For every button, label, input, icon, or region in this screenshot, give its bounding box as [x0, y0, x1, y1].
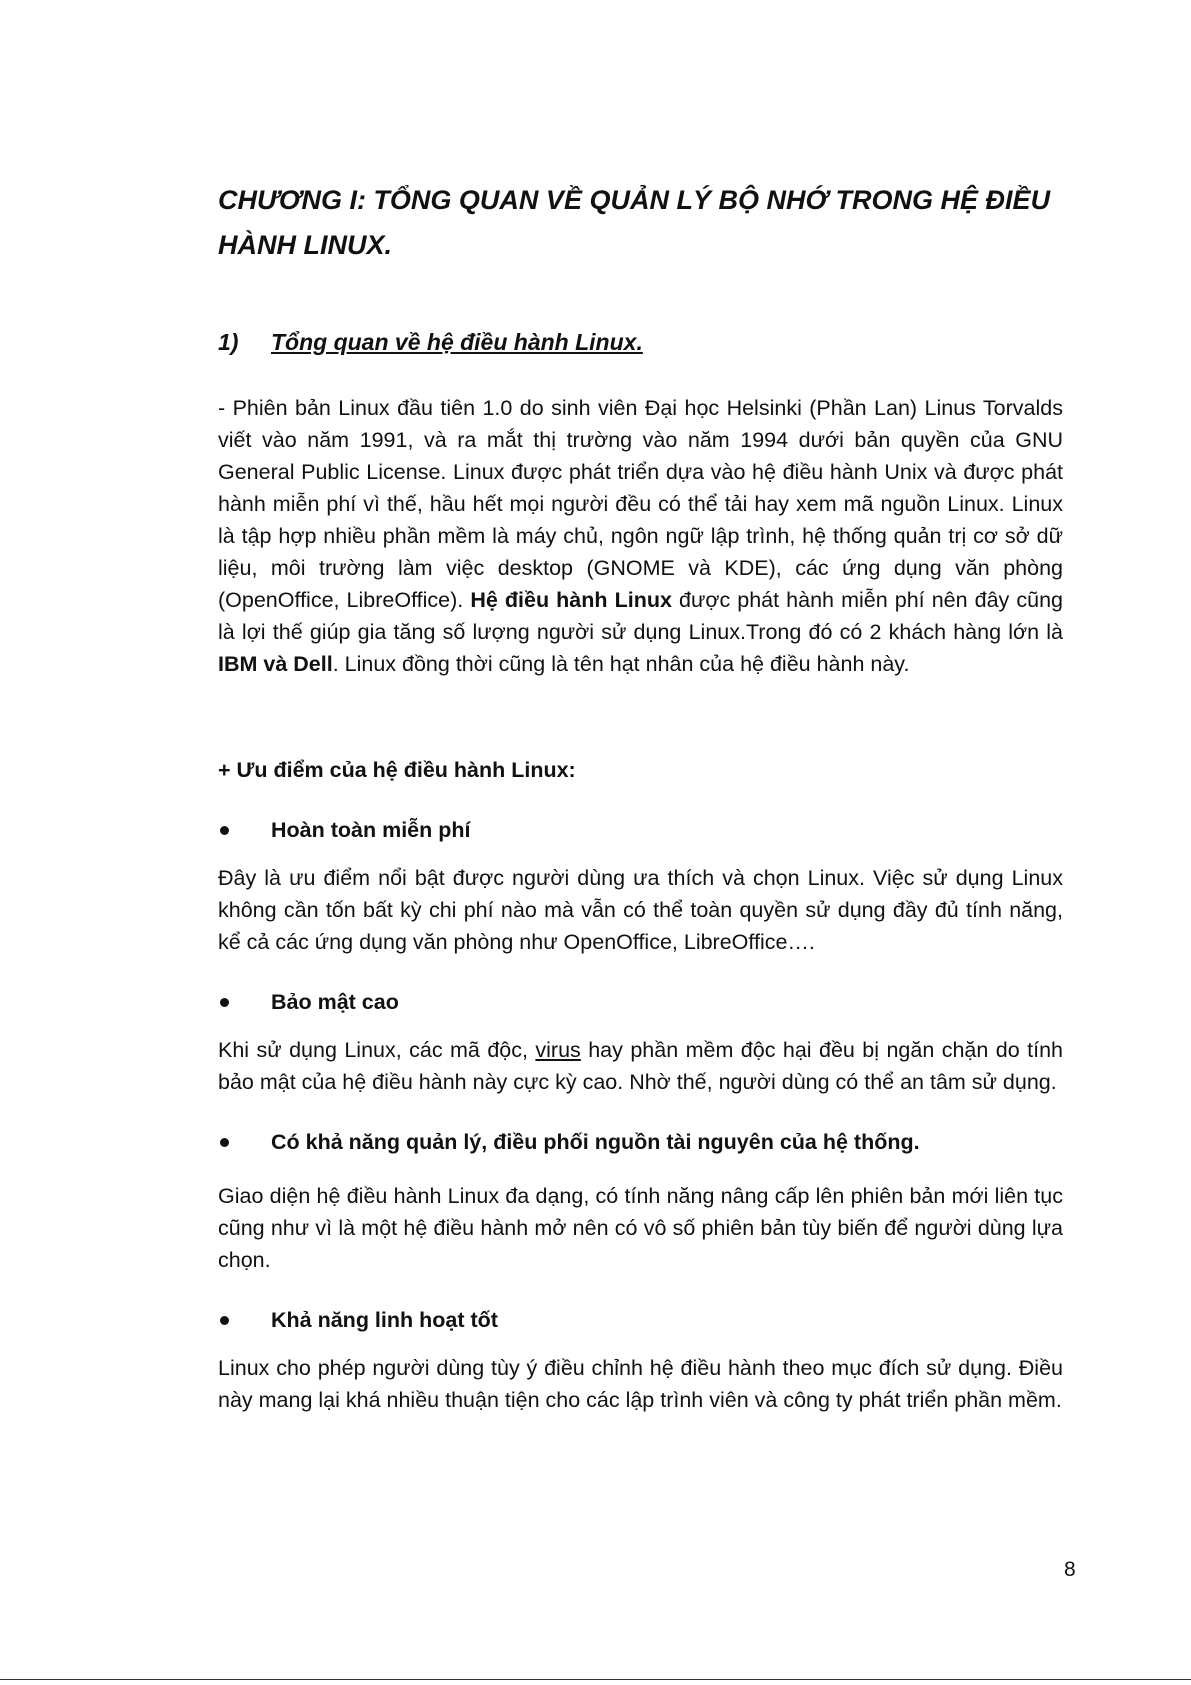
bullet-body-security [218, 1034, 1063, 1098]
bullet-title: Bảo mật cao [271, 990, 399, 1014]
chapter-title: CHƯƠNG I: TỔNG QUAN VỀ QUẢN LÝ BỘ NHỚ TRONG HỆ ĐIỀU HÀNH LINUX. [218, 185, 1051, 260]
bullet-item-security [218, 986, 1063, 1018]
bullet-title: Khả năng linh hoạt tốt [271, 1308, 498, 1332]
bullet-body-free: Đây là ưu điểm nổi bật được người dùng ưa thích và chọn Linux. Việc sử dụng Linux không cần tốn bất kỳ chi phí nào mà vẫn có thể toàn quyền sử dụng đầy đủ tính năng, kể cả các ứng dụng văn phòng như OpenOffice, LibreOffice…. [218, 866, 1063, 954]
page-content [218, 178, 1063, 1416]
intro-paragraph [218, 392, 1063, 680]
bullet-title: Có khả năng quản lý, điều phối nguồn tài nguyên của hệ thống. [271, 1130, 920, 1154]
advantages-heading: + Ưu điểm của hệ điều hành Linux: [218, 758, 576, 782]
bullet-icon [220, 1316, 229, 1325]
bullet-item-free [218, 814, 1063, 846]
bullet-body-flexibility: Linux cho phép người dùng tùy ý điều chỉnh hệ điều hành theo mục đích sử dụng. Điều này mang lại khá nhiều thuận tiện cho các lập trình viên và công ty phát triển phần mềm. [218, 1356, 1063, 1412]
bullet-icon [220, 1138, 229, 1147]
bullet-icon [220, 826, 229, 835]
bullet-title: Hoàn toàn miễn phí [271, 818, 471, 842]
security-text-after: hay phần mềm độc hại đều bị ngăn chặn do tính bảo mật của hệ điều hành này cực kỳ cao. Nhờ thế, người dùng có thể an tâm sử dụng. [218, 1038, 1063, 1094]
bullet-icon [220, 998, 229, 1007]
bullet-item-flexibility [218, 1304, 1063, 1336]
page-bottom-divider [0, 1679, 1191, 1680]
intro-bold-customers: IBM và Dell [218, 652, 333, 676]
bullet-item-resource-management [218, 1126, 1063, 1158]
intro-text-part3: . Linux đồng thời cũng là tên hạt nhân của hệ điều hành này. [332, 652, 910, 676]
bullet-body-resource-management: Giao diện hệ điều hành Linux đa dạng, có tính năng nâng cấp lên phiên bản mới liên tục cũng như vì là một hệ điều hành mở nên có vô số phiên bản tùy biến để người dùng lựa chọn. [218, 1184, 1063, 1272]
intro-text-part2: được phát hành miễn phí nên đây cũng là lợi thế giúp gia tăng số lượng người sử dụng Linux.Trong đó có 2 khách hàng lớn là [218, 588, 1063, 644]
virus-link[interactable]: virus [535, 1038, 581, 1062]
section-title: Tổng quan về hệ điều hành Linux. [271, 329, 643, 355]
page-number: 8 [1064, 1558, 1076, 1581]
intro-bold-os: Hệ điều hành Linux [470, 588, 672, 612]
intro-text-part1: - Phiên bản Linux đầu tiên 1.0 do sinh viên Đại học Helsinki (Phần Lan) Linus Torvalds viết vào năm 1991, và ra mắt thị trường vào năm 1994 dưới bản quyền của GNU General Public License. Linux được phát triển dựa vào hệ điều hành Unix và được phát hành miễn phí vì thế, hầu hết mọi người đều có thể tải hay xem mã nguồn Linux. Linux là tập hợp nhiều phần mềm là máy chủ, ngôn ngữ lập trình, hệ thống quản trị cơ sở dữ liệu, môi trường làm việc desktop (GNOME và KDE), các ứng dụng văn phòng (OpenOffice, LibreOffice). [218, 396, 1063, 612]
section-number: 1) [218, 329, 239, 355]
section-heading [218, 326, 1063, 358]
security-text-before: Khi sử dụng Linux, các mã độc, [218, 1038, 536, 1062]
